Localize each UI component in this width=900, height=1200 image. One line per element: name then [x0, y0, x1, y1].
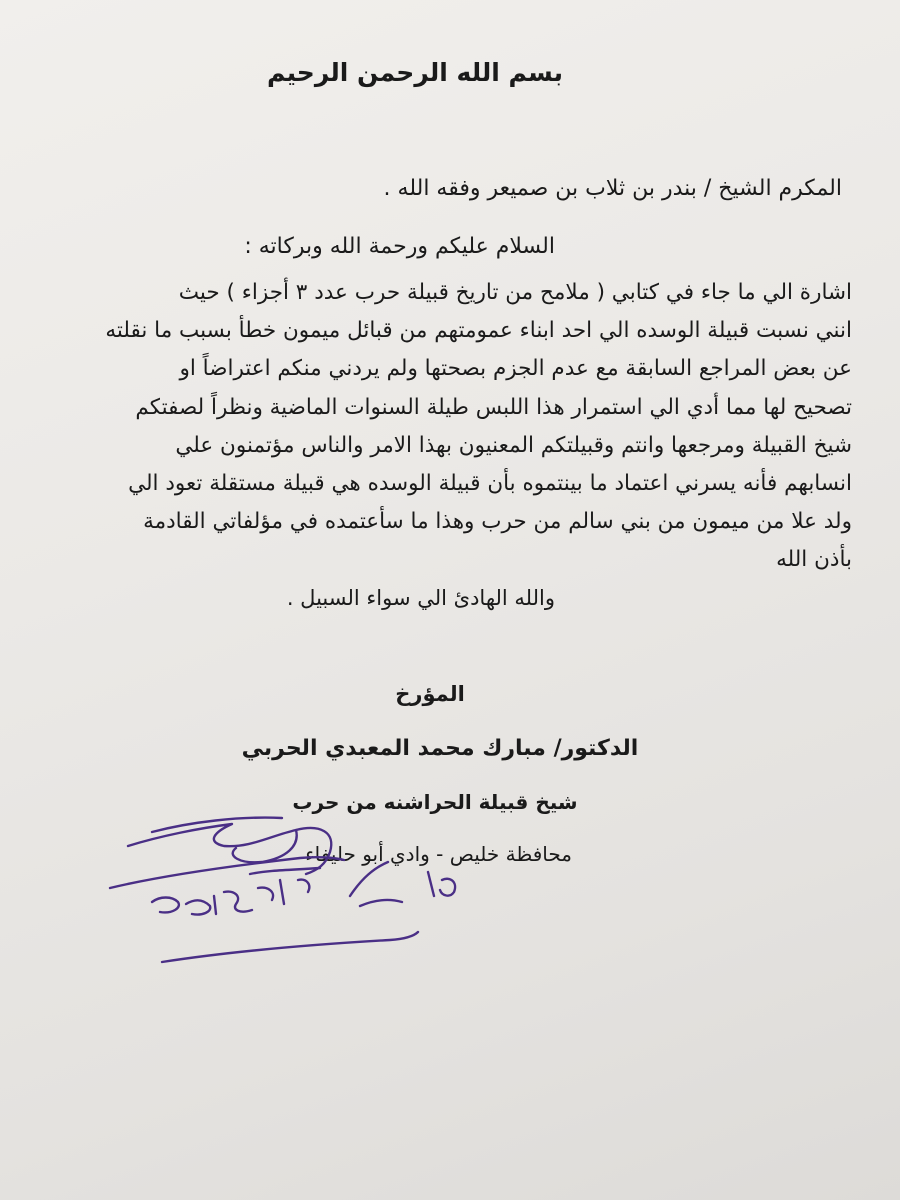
signature-stroke — [250, 868, 320, 874]
greeting-line: السلام عليكم ورحمة الله وبركاته : — [244, 234, 555, 259]
date-stroke — [214, 896, 216, 914]
signature-stroke — [128, 824, 297, 862]
date-stroke — [186, 900, 210, 914]
body-line: عن بعض المراجع السابقة مع عدم الجزم بصحتها ولم يردني منكم اعتراضاً او — [179, 356, 852, 382]
signatory-place: محافظة خليص - وادي أبو حليفاء — [305, 842, 572, 866]
date-stroke — [280, 880, 284, 904]
addressee-line: المكرم الشيخ / بندر بن ثلاب بن صميعر وفقه الله . — [383, 176, 842, 201]
body-line: بأذن الله — [776, 547, 852, 573]
body-line: انسابهم فأنه يسرني اعتماد ما بينتموه بأن قبيلة الوسده هي قبيلة مستقلة تعود الي — [128, 471, 852, 497]
date-stroke — [298, 880, 309, 892]
signature-title: المؤرخ — [395, 682, 465, 706]
signatory-role: شيخ قبيلة الحراشنه من حرب — [292, 790, 578, 814]
letter-body — [62, 274, 852, 580]
date-stroke — [440, 879, 455, 896]
date-stroke — [258, 888, 273, 900]
date-stroke — [360, 900, 402, 906]
date-stroke — [224, 892, 252, 912]
closing-line: والله الهادئ الي سواء السبيل . — [286, 586, 555, 610]
date-stroke — [350, 862, 388, 896]
body-line: اشارة الي ما جاء في كتابي ( ملامح من تاريخ قبيلة حرب عدد ٣ أجزاء ) حيث — [178, 280, 852, 305]
body-line: ولد علا من ميمون من بني سالم من حرب وهذا ما سأعتمده في مؤلفاتي القادمة — [143, 509, 852, 535]
underline-stroke — [162, 932, 418, 962]
signature-stroke — [152, 818, 282, 832]
date-stroke — [152, 898, 179, 913]
body-line: انني نسبت قبيلة الوسده الي احد ابناء عمومتهم من قبائل ميمون خطأ بسبب ما نقلته — [105, 318, 852, 344]
date-stroke — [428, 872, 434, 896]
signatory-name: الدكتور/ مبارك محمد المعبدي الحربي — [241, 736, 639, 761]
body-line: شيخ القبيلة ومرجعها وانتم وقبيلتكم المعنيون بهذا الامر والناس مؤتمنون علي — [175, 432, 852, 458]
body-line: تصحيح لها مما أدي الي استمرار هذا اللبس طيلة السنوات الماضية ونظراً لصفتكم — [135, 394, 852, 420]
basmala-heading: بسم الله الرحمن الرحيم — [267, 58, 563, 87]
